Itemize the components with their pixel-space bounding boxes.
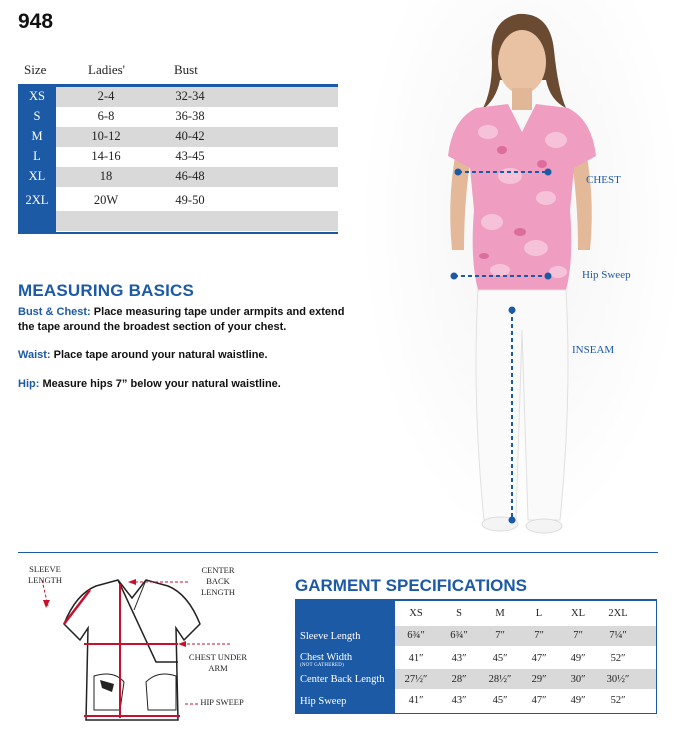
model-illustration xyxy=(360,0,684,548)
spec-value: 52″ xyxy=(610,653,626,664)
size-label: M xyxy=(31,129,43,143)
bust-value: 46-48 xyxy=(175,169,205,183)
spec-value: 28″ xyxy=(451,674,467,685)
spec-value: 49″ xyxy=(570,695,586,706)
size-label: 2XL xyxy=(25,193,49,207)
spec-value: 7″ xyxy=(495,630,505,641)
sleeve-length-label: SLEEVE LENGTH xyxy=(28,564,62,585)
size-chart-bottom-rule xyxy=(18,232,338,234)
chest-label: CHEST xyxy=(586,174,621,186)
spec-value: 7¼″ xyxy=(609,630,627,641)
spec-value: 45″ xyxy=(492,653,508,664)
spec-value: 6¾″ xyxy=(407,630,425,641)
bust-header: Bust xyxy=(174,62,198,77)
spec-value: 49″ xyxy=(570,653,586,664)
spec-value: 27½″ xyxy=(404,674,428,685)
spec-value: 41″ xyxy=(408,653,424,664)
spec-size-header: L xyxy=(535,608,543,619)
spec-value: 30″ xyxy=(570,674,586,685)
inseam-label: INSEAM xyxy=(572,344,615,356)
size-label: XS xyxy=(29,89,45,103)
garment-specs-title: GARMENT SPECIFICATIONS xyxy=(295,576,528,595)
spec-size-header: 2XL xyxy=(608,608,628,619)
spec-row-label: Chest Width xyxy=(300,652,353,663)
spec-row-label-chest xyxy=(300,652,395,668)
bust-value: 49-50 xyxy=(175,193,205,207)
spec-value: 7″ xyxy=(573,630,583,641)
ladies-value: 6-8 xyxy=(97,109,115,123)
spec-row-note: (NOT GATHERED) xyxy=(300,663,344,668)
table-row-empty xyxy=(56,211,338,231)
chest-under-arm-label: CHEST UNDER ARM xyxy=(188,652,248,673)
spec-value: 43″ xyxy=(451,695,467,706)
spec-value: 41″ xyxy=(408,695,424,706)
size-label: L xyxy=(33,149,41,163)
ladies-value: 2-4 xyxy=(97,89,115,103)
spec-value: 47″ xyxy=(531,695,547,706)
bust-value: 32-34 xyxy=(175,89,205,103)
spec-size-header: M xyxy=(495,608,505,619)
spec-value: 43″ xyxy=(451,653,467,664)
spec-value: 45″ xyxy=(492,695,508,706)
spec-value: 6¾″ xyxy=(450,630,468,641)
instruction-text: Measure hips 7” below your natural waistline. xyxy=(42,378,281,390)
instruction-key: Bust & Chest: xyxy=(18,306,91,318)
model-photo xyxy=(360,0,684,548)
size-label: S xyxy=(33,109,41,123)
size-header: Size xyxy=(24,62,47,77)
instruction-text: Place measuring tape under armpits and extend the tape around the broadest section of your chest. xyxy=(18,306,345,333)
bust-value: 36-38 xyxy=(175,109,205,123)
ladies-value: 18 xyxy=(99,169,113,183)
spec-size-header: S xyxy=(456,608,462,619)
spec-value: 47″ xyxy=(531,653,547,664)
ladies-header: Ladies' xyxy=(88,62,125,77)
spec-value: 7″ xyxy=(534,630,544,641)
bust-chest-instruction xyxy=(18,305,358,335)
spec-value: 30½″ xyxy=(606,674,630,685)
center-back-length-label: CENTER BACK LENGTH xyxy=(201,565,235,597)
size-label: XL xyxy=(28,169,46,183)
hip-sweep-label: Hip Sweep xyxy=(582,269,631,281)
spec-value: 29″ xyxy=(531,674,547,685)
bust-value: 43-45 xyxy=(175,149,205,163)
instruction-text: Place tape around your natural waistline. xyxy=(53,349,268,361)
spec-row-label: Center Back Length xyxy=(300,674,385,685)
spec-value: 52″ xyxy=(610,695,626,706)
spec-row-label: Hip Sweep xyxy=(300,696,347,707)
spec-size-header: XS xyxy=(409,608,423,619)
style-number: 948 xyxy=(18,10,54,33)
bust-value: 40-42 xyxy=(175,129,205,143)
measuring-basics-title: MEASURING BASICS xyxy=(18,281,195,300)
ladies-value: 10-12 xyxy=(91,129,121,143)
instruction-key: Waist: xyxy=(18,349,51,361)
ladies-value: 20W xyxy=(93,193,119,207)
hip-instruction xyxy=(18,377,358,392)
spec-value: 28½″ xyxy=(488,674,512,685)
instruction-key: Hip: xyxy=(18,378,40,390)
spec-row-label: Sleeve Length xyxy=(300,631,361,642)
ladies-value: 14-16 xyxy=(91,149,121,163)
section-divider xyxy=(18,552,658,553)
spec-size-header: XL xyxy=(571,608,585,619)
waist-instruction xyxy=(18,348,358,363)
hip-sweep-diagram-label: HIP SWEEP xyxy=(200,697,244,707)
